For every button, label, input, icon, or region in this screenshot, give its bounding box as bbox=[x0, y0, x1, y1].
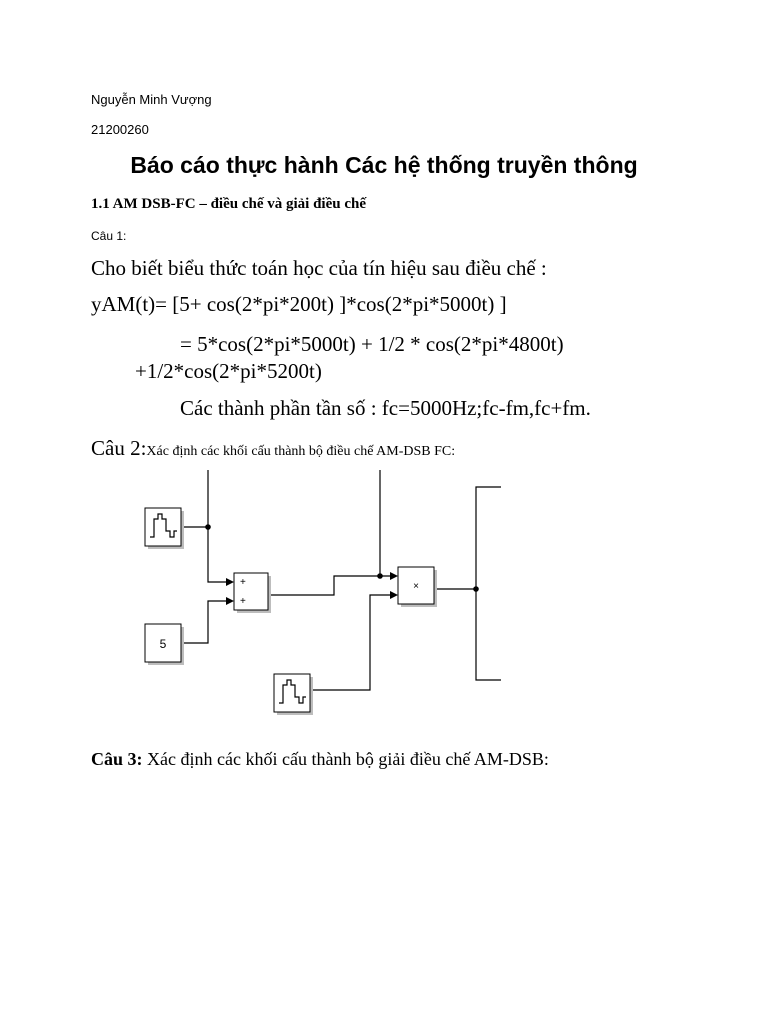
sum-sign-bottom: + bbox=[240, 596, 246, 607]
junction-dot bbox=[377, 573, 383, 579]
equation-line-3: +1/2*cos(2*pi*5200t) bbox=[135, 359, 322, 383]
question-3-label: Câu 3: bbox=[91, 749, 143, 769]
wire-message-to-sum-top bbox=[208, 470, 228, 582]
question-3 bbox=[91, 749, 549, 770]
author-name: Nguyễn Minh Vượng bbox=[91, 92, 212, 107]
frequency-components: Các thành phần tần số : fc=5000Hz;fc-fm,fc+fm. bbox=[180, 396, 591, 420]
sum-sign-top: + bbox=[240, 577, 246, 588]
wire-sine-source-2-to-product bbox=[312, 595, 392, 690]
junction-dot bbox=[205, 524, 211, 530]
equation-line-2: = 5*cos(2*pi*5000t) + 1/2 * cos(2*pi*4800t) bbox=[180, 332, 564, 356]
wire-output-bus bbox=[476, 487, 501, 680]
sine-wave-source-2 bbox=[274, 674, 313, 715]
question-2-label: Câu 2: bbox=[91, 436, 147, 460]
question-1-prompt: Cho biết biểu thức toán học của tín hiệu sau điều chế : bbox=[91, 256, 547, 280]
wire-sum-to-product bbox=[268, 576, 392, 595]
wire-constant-to-sum-bottom bbox=[182, 601, 228, 643]
arrow-product-in-top bbox=[390, 572, 398, 580]
arrow-product-in-bottom bbox=[390, 591, 398, 599]
student-id: 21200260 bbox=[91, 122, 149, 137]
arrow-sum-in-bottom bbox=[226, 597, 234, 605]
junction-dot bbox=[473, 586, 479, 592]
product-block bbox=[398, 567, 437, 607]
constant-value: 5 bbox=[159, 637, 167, 651]
document-title: Báo cáo thực hành Các hệ thống truyền thông bbox=[130, 152, 638, 178]
arrow-sum-in-top bbox=[226, 578, 234, 586]
constant-block bbox=[145, 624, 184, 665]
sine-wave-source-1 bbox=[145, 508, 184, 549]
question-1-label: Câu 1: bbox=[91, 229, 127, 243]
section-heading: 1.1 AM DSB-FC – điều chế và giải điều chế bbox=[91, 196, 367, 212]
product-symbol: × bbox=[413, 581, 419, 592]
equation-line-1: yAM(t)= [5+ cos(2*pi*200t) ]*cos(2*pi*5000t) ] bbox=[91, 292, 507, 316]
question-2-text: Xác định các khối cấu thành bộ điều chế AM-DSB FC: bbox=[146, 444, 456, 459]
question-3-text: Xác định các khối cấu thành bộ giải điều chế AM-DSB: bbox=[142, 749, 549, 769]
sum-block bbox=[234, 573, 271, 613]
